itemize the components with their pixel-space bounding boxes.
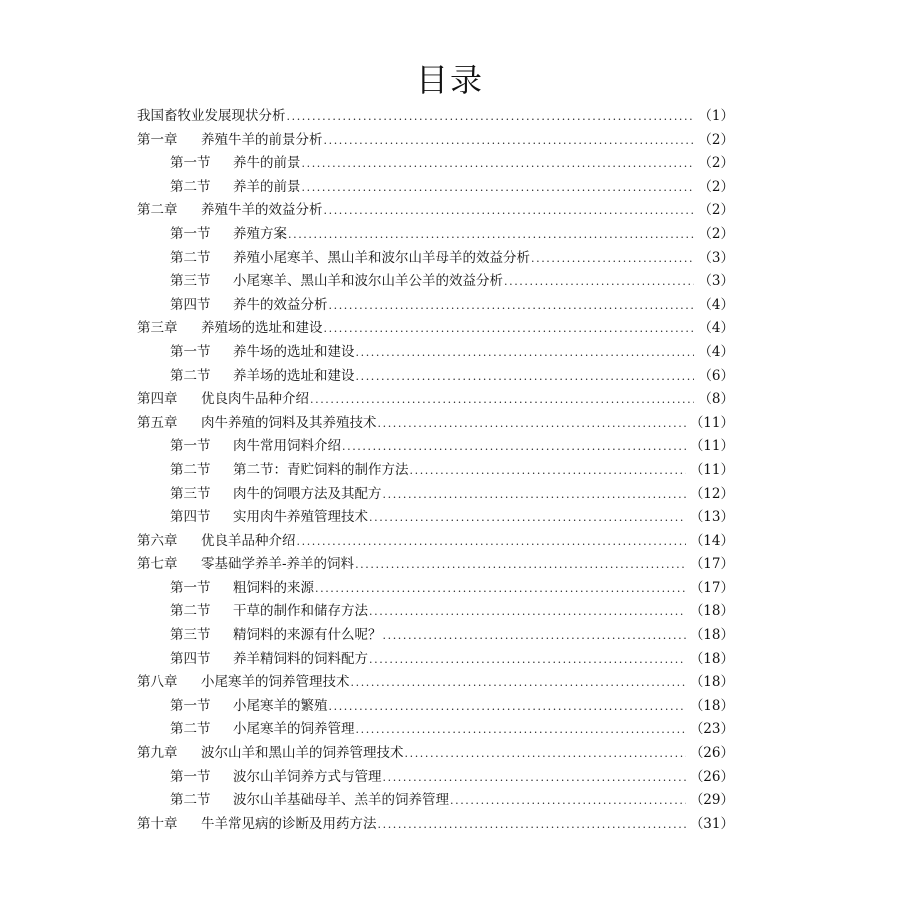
toc-entry-label: 肉牛常用饲料介绍 bbox=[233, 438, 341, 455]
toc-entry[interactable] bbox=[137, 294, 734, 318]
toc-page-number: （18） bbox=[689, 650, 734, 667]
toc-entry-label: 养殖牛羊的效益分析 bbox=[201, 202, 323, 219]
toc-dot-leader bbox=[405, 742, 686, 766]
toc-dot-leader bbox=[302, 176, 695, 200]
toc-entry[interactable] bbox=[137, 388, 734, 412]
toc-entry-number: 第三章 bbox=[137, 320, 178, 337]
toc-page-number: （18） bbox=[689, 674, 734, 691]
toc-entry-number: 第二节 bbox=[170, 249, 211, 266]
table-of-contents bbox=[137, 105, 734, 836]
toc-entry[interactable] bbox=[137, 223, 734, 247]
toc-page-number: （1） bbox=[698, 108, 734, 124]
toc-page-number: （17） bbox=[689, 556, 734, 573]
toc-entry-number: 第九章 bbox=[137, 745, 178, 762]
toc-dot-leader bbox=[310, 388, 694, 412]
toc-entry-number: 第二节 bbox=[170, 178, 211, 195]
toc-entry-label: 第二节：青贮饲料的制作方法 bbox=[233, 461, 409, 478]
toc-dot-leader bbox=[315, 577, 686, 601]
toc-dot-leader bbox=[410, 459, 686, 483]
toc-entry-number: 第七章 bbox=[137, 556, 178, 573]
toc-entry-label: 优良羊品种介绍 bbox=[201, 532, 296, 549]
toc-page-number: （13） bbox=[689, 509, 734, 526]
toc-entry[interactable] bbox=[137, 671, 734, 695]
toc-entry[interactable] bbox=[137, 624, 734, 648]
toc-entry[interactable] bbox=[137, 766, 734, 790]
toc-page-number: （26） bbox=[689, 745, 734, 762]
toc-page-number: （3） bbox=[698, 273, 734, 290]
toc-entry-label: 养牛场的选址和建设 bbox=[233, 343, 355, 360]
toc-entry[interactable] bbox=[137, 459, 734, 483]
toc-entry-number: 第八章 bbox=[137, 674, 178, 691]
toc-entry-label: 养羊的前景 bbox=[233, 178, 301, 195]
toc-entry-label: 牛羊常见病的诊断及用药方法 bbox=[201, 815, 377, 832]
toc-dot-leader bbox=[324, 129, 695, 153]
toc-entry[interactable] bbox=[137, 813, 734, 837]
toc-entry-number: 第一节 bbox=[170, 579, 211, 596]
toc-entry-number: 第二节 bbox=[170, 603, 211, 620]
toc-entry-number: 第三节 bbox=[170, 273, 211, 290]
toc-entry-label: 波尔山羊饲养方式与管理 bbox=[233, 768, 382, 785]
toc-dot-leader bbox=[342, 435, 686, 459]
toc-page-number: （17） bbox=[689, 579, 734, 596]
toc-entry-label: 养殖牛羊的前景分析 bbox=[201, 131, 323, 148]
toc-entry[interactable] bbox=[137, 317, 734, 341]
toc-entry-number: 第四节 bbox=[170, 296, 211, 313]
toc-dot-leader bbox=[383, 766, 686, 790]
toc-entry[interactable] bbox=[137, 789, 734, 813]
toc-page-number: （2） bbox=[698, 202, 734, 219]
toc-page-number: （2） bbox=[698, 155, 734, 172]
toc-entry-label: 小尾寒羊、黑山羊和波尔山羊公羊的效益分析 bbox=[233, 273, 503, 290]
toc-entry-label: 养殖场的选址和建设 bbox=[201, 320, 323, 337]
toc-page-number: （14） bbox=[689, 532, 734, 549]
toc-entry[interactable] bbox=[137, 483, 734, 507]
toc-entry-label: 肉牛的饲喂方法及其配方 bbox=[233, 485, 382, 502]
toc-dot-leader bbox=[288, 223, 694, 247]
toc-entry[interactable] bbox=[137, 199, 734, 223]
toc-entry[interactable] bbox=[137, 435, 734, 459]
toc-page-number: （18） bbox=[689, 697, 734, 714]
toc-entry-number: 第二节 bbox=[170, 461, 211, 478]
toc-page-number: （2） bbox=[698, 131, 734, 148]
toc-entry-label: 波尔山羊基础母羊、羔羊的饲养管理 bbox=[233, 792, 449, 809]
toc-page-number: （8） bbox=[698, 391, 734, 408]
toc-entry-label: 精饲料的来源有什么呢？ bbox=[233, 627, 382, 644]
toc-dot-leader bbox=[356, 365, 695, 389]
toc-entry[interactable] bbox=[137, 506, 734, 530]
toc-entry-number: 第四节 bbox=[170, 509, 211, 526]
toc-page-number: （31） bbox=[689, 815, 734, 832]
toc-entry-number: 第三节 bbox=[170, 485, 211, 502]
toc-page-number: （4） bbox=[698, 296, 734, 313]
toc-dot-leader bbox=[297, 530, 686, 554]
toc-title: 目录 bbox=[415, 61, 484, 99]
toc-page-number: （2） bbox=[698, 178, 734, 195]
toc-entry-number: 第二节 bbox=[170, 721, 211, 738]
toc-page-number: （11） bbox=[689, 414, 734, 431]
toc-entry-number: 第四章 bbox=[137, 391, 178, 408]
toc-entry[interactable] bbox=[137, 105, 734, 129]
toc-entry[interactable] bbox=[137, 341, 734, 365]
toc-dot-leader bbox=[329, 294, 695, 318]
toc-entry[interactable] bbox=[137, 695, 734, 719]
toc-entry-label: 实用肉牛养殖管理技术 bbox=[233, 509, 368, 526]
toc-entry[interactable] bbox=[137, 247, 734, 271]
toc-page-number: （11） bbox=[689, 461, 734, 478]
toc-dot-leader bbox=[324, 317, 695, 341]
toc-entry-label: 优良肉牛品种介绍 bbox=[201, 391, 309, 408]
toc-entry[interactable] bbox=[137, 648, 734, 672]
toc-dot-leader bbox=[369, 648, 686, 672]
toc-page-number: （26） bbox=[689, 768, 734, 785]
toc-entry-number: 第一节 bbox=[170, 768, 211, 785]
toc-page-number: （18） bbox=[689, 627, 734, 644]
toc-entry-label: 小尾寒羊的饲养管理 bbox=[233, 721, 355, 738]
toc-dot-leader bbox=[302, 152, 695, 176]
toc-entry-label: 养殖小尾寒羊、黑山羊和波尔山羊母羊的效益分析 bbox=[233, 249, 530, 266]
toc-dot-leader bbox=[356, 718, 686, 742]
toc-entry-label: 干草的制作和储存方法 bbox=[233, 603, 368, 620]
toc-entry[interactable] bbox=[137, 600, 734, 624]
toc-entry-label: 零基础学养羊-养羊的饲料 bbox=[201, 556, 355, 573]
toc-entry-number: 第一节 bbox=[170, 697, 211, 714]
toc-dot-leader bbox=[324, 199, 695, 223]
toc-entry-number: 第二节 bbox=[170, 792, 211, 809]
toc-entry-number: 第一节 bbox=[170, 225, 211, 242]
toc-dot-leader bbox=[383, 624, 686, 648]
toc-page-number: （11） bbox=[689, 438, 734, 455]
toc-dot-leader bbox=[355, 553, 686, 577]
toc-dot-leader bbox=[369, 600, 686, 624]
toc-dot-leader bbox=[356, 341, 695, 365]
toc-page-number: （3） bbox=[698, 249, 734, 266]
toc-entry-label: 养殖方案 bbox=[233, 225, 287, 242]
toc-entry[interactable] bbox=[137, 718, 734, 742]
toc-entry[interactable] bbox=[137, 553, 734, 577]
toc-entry-label: 小尾寒羊的繁殖 bbox=[233, 697, 328, 714]
toc-entry[interactable] bbox=[137, 577, 734, 601]
toc-entry-number: 第三节 bbox=[170, 627, 211, 644]
toc-entry-number: 第四节 bbox=[170, 650, 211, 667]
toc-entry[interactable] bbox=[137, 530, 734, 554]
toc-entry-number: 第二节 bbox=[170, 367, 211, 384]
toc-entry-label: 我国畜牧业发展现状分析 bbox=[137, 108, 286, 124]
toc-page-number: （6） bbox=[698, 367, 734, 384]
toc-entry-number: 第一节 bbox=[170, 155, 211, 172]
toc-entry-label: 养牛的效益分析 bbox=[233, 296, 328, 313]
toc-entry-label: 养羊场的选址和建设 bbox=[233, 367, 355, 384]
toc-dot-leader bbox=[450, 789, 686, 813]
toc-page-number: （23） bbox=[689, 721, 734, 738]
toc-page-number: （12） bbox=[689, 485, 734, 502]
toc-entry-label: 肉牛养殖的饲料及其养殖技术 bbox=[201, 414, 377, 431]
toc-entry[interactable] bbox=[137, 270, 734, 294]
toc-entry[interactable] bbox=[137, 129, 734, 153]
toc-entry-label: 养羊精饲料的饲料配方 bbox=[233, 650, 368, 667]
toc-page-number: （2） bbox=[698, 225, 734, 242]
toc-entry[interactable] bbox=[137, 742, 734, 766]
toc-entry-label: 小尾寒羊的饲养管理技术 bbox=[201, 674, 350, 691]
toc-entry[interactable] bbox=[137, 152, 734, 176]
toc-dot-leader bbox=[531, 247, 694, 271]
toc-page-number: （29） bbox=[689, 792, 734, 809]
toc-entry-number: 第二章 bbox=[137, 202, 178, 219]
toc-entry-number: 第五章 bbox=[137, 414, 178, 431]
toc-entry-number: 第六章 bbox=[137, 532, 178, 549]
toc-entry-label: 粗饲料的来源 bbox=[233, 579, 314, 596]
toc-page-number: （4） bbox=[698, 320, 734, 337]
toc-entry-number: 第十章 bbox=[137, 815, 178, 832]
toc-dot-leader bbox=[351, 671, 686, 695]
toc-entry[interactable] bbox=[137, 365, 734, 389]
toc-dot-leader bbox=[504, 270, 694, 294]
toc-dot-leader bbox=[369, 506, 686, 530]
toc-dot-leader bbox=[383, 483, 686, 507]
toc-page-number: （4） bbox=[698, 343, 734, 360]
toc-entry-label: 养牛的前景 bbox=[233, 155, 301, 172]
toc-dot-leader bbox=[378, 412, 686, 436]
toc-page-number: （18） bbox=[689, 603, 734, 620]
toc-entry[interactable] bbox=[137, 176, 734, 200]
toc-dot-leader bbox=[378, 813, 686, 837]
toc-dot-leader bbox=[329, 695, 686, 719]
toc-entry-number: 第一章 bbox=[137, 131, 178, 148]
toc-dot-leader bbox=[287, 105, 695, 129]
toc-entry-number: 第一节 bbox=[170, 438, 211, 455]
toc-entry-label: 波尔山羊和黑山羊的饲养管理技术 bbox=[201, 745, 404, 762]
toc-entry[interactable] bbox=[137, 412, 734, 436]
toc-entry-number: 第一节 bbox=[170, 343, 211, 360]
